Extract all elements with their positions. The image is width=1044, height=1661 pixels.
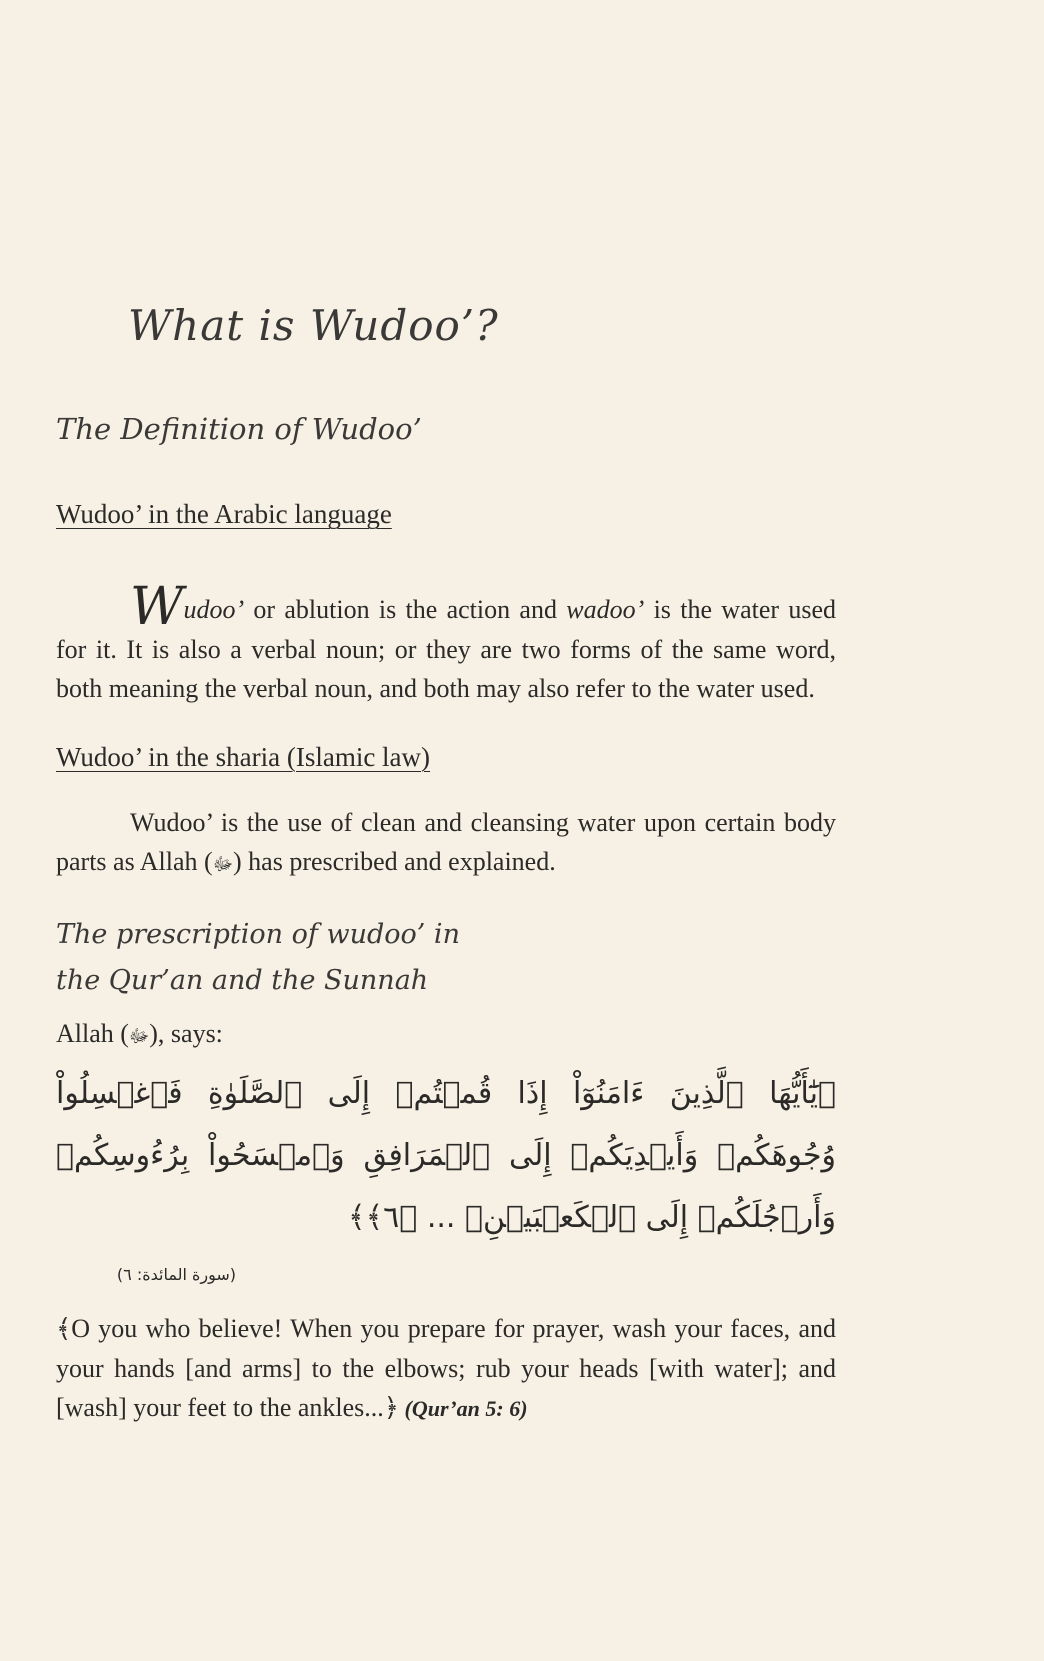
paragraph-arabic-definition <box>56 577 836 709</box>
section-heading-definition: The Definition of Wudoo’ <box>56 412 422 446</box>
drop-cap: W <box>130 577 184 637</box>
translation-text: ﴾O you who believe! When you prepare for prayer, wash your faces, and your hands [and arms] to the elbows; rub your heads [with water]; and [wash] your feet to the ankles...﴿ <box>56 1314 836 1422</box>
verse-translation <box>56 1309 836 1429</box>
quran-reference: (Qur’an 5: 6) <box>399 1396 528 1421</box>
subheading-arabic-language: Wudoo’ in the Arabic language <box>56 499 392 529</box>
heading-line: The prescription of wudoo’ in <box>56 918 460 950</box>
text: ) has prescribed and explained. <box>233 847 556 876</box>
document-page <box>56 0 836 1489</box>
term-wudoo: udoo’ <box>183 595 245 624</box>
heading-line: the Qur’an and the Sunnah <box>56 964 429 996</box>
text: ), says: <box>149 1018 223 1048</box>
text: is the water used for it. It is also a verbal noun; or they are two forms of the same word, both meaning the verbal noun, and both may also refer to the water used. <box>56 595 836 703</box>
paragraph-sharia-definition <box>56 803 836 882</box>
term-wadoo: wadoo’ <box>566 595 645 624</box>
text: or ablution is the action and <box>244 595 567 624</box>
honorific-symbol: ﷻ <box>128 1025 150 1046</box>
verse-intro <box>56 1014 836 1054</box>
subheading-sharia: Wudoo’ in the sharia (Islamic law) <box>56 741 431 772</box>
honorific-symbol: ﷻ <box>212 854 234 874</box>
text: Allah ( <box>56 1018 129 1048</box>
chapter-title: What is Wudoo’? <box>128 301 499 350</box>
text: Wudoo’ is the use of clean and cleansing water upon certain body parts as Allah ( <box>56 807 836 876</box>
arabic-surah-reference: (سورة المائدة: ٦) <box>116 1265 236 1284</box>
section-heading-prescription <box>56 912 836 1004</box>
arabic-verse: ﴿يَٰٓأَيُّهَا ٱلَّذِينَ ءَامَنُوٓاْ إِذَا قُمۡتُمۡ إِلَى ٱلصَّلَوٰةِ فَٱغۡسِلُواْ وُجُوهَكُمۡ وَأَيۡدِيَكُمۡ إِلَى ٱلۡمَرَافِقِ وَٱمۡسَحُواْ بِرُءُوسِكُمۡ وَأَرۡجُلَكُمۡ إِلَى ٱلۡكَعۡبَيۡنِۚ ... ﴿٦﴾﴾ <box>56 1076 836 1235</box>
